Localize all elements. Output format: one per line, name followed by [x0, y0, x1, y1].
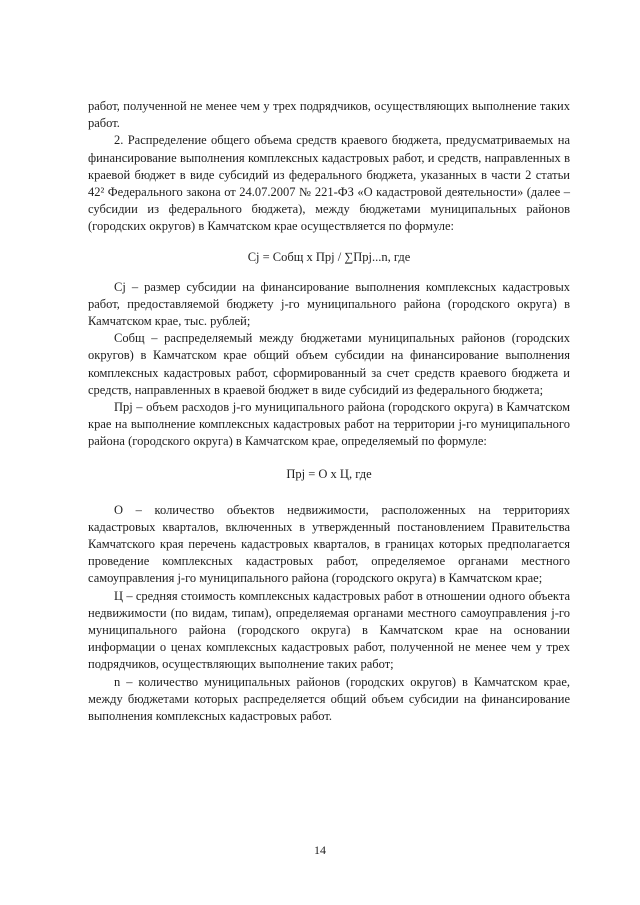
paragraph-continuation: работ, полученной не менее чем у трех подрядчиков, осуществляющих выполнение таких работ. [88, 99, 570, 131]
page-number: 14 [314, 843, 326, 857]
definition-n: n – количество муниципальных районов (городских округов) в Камчатском крае, между бюджетами которых распределяется общий объем субсидии на финансирование выполнения комплексных кадастровых работ. [88, 674, 570, 724]
formula-expenses: Прj = O x Ц, где [286, 466, 372, 481]
definition-prj: Прj – объем расходов j-го муниципального района (городского округа) в Камчатском крае на выполнение комплексных кадастровых работ на территории j-го муниципального района (городского округа) в Камчатском крае, определяемый по формуле: [88, 400, 570, 449]
paragraph-distribution-rule: 2. Распределение общего объема средств краевого бюджета, предусматриваемых на финансирование выполнения комплексных кадастровых работ, и средств, направленных в краевой бюджет в виде субсидий из федерального бюджета, указанных в части 2 статьи 42² Федерального закона от 24.07.2007 № 221-ФЗ «О кадастровой деятельности» (далее – субсидии из федерального бюджета), между бюджетами муниципальных районов (городских округов) в Камчатском крае осуществляется по формуле: [88, 133, 570, 234]
definition-o: O – количество объектов недвижимости, расположенных на территориях кадастровых кварталов, включенных в утвержденный постановлением Правительства Камчатского края перечень кадастровых кварталов, в границах которых предполагается проведение комплексных кадастровых работ, определяемое органами местного самоуправления j-го муниципального района (городского округа) в Камчатском крае; [88, 502, 570, 586]
formula-subsidy: Cj = Cобщ x Прj / ∑Прj...n, где [247, 249, 411, 264]
definition-c-price: Ц – средняя стоимость комплексных кадастровых работ в отношении одного объекта недвижимости (по видам, типам), определяемая органами местного самоуправления j-го муниципального района (городского округа) в Камчатском крае на основании информации о ценах комплексных кадастровых работ, полученной не менее чем у трех подрядчиков, осуществляющих выполнение таких работ; [88, 588, 570, 672]
document-body [88, 98, 570, 725]
definition-c-total: Cобщ – распределяемый между бюджетами муниципальных районов (городских округов) в Камчатском крае общий объем субсидии на финансирование выполнения комплексных кадастровых работ, сформированный за счет средств краевого бюджета и средств, направленных в краевой бюджет в виде субсидий из федерального бюджета; [88, 331, 570, 397]
definition-cj: Cj – размер субсидии на финансирование выполнения комплексных кадастровых работ, предоставляемой бюджету j-го муниципального района (городского округа) в Камчатском крае, тыс. рублей; [88, 279, 570, 329]
